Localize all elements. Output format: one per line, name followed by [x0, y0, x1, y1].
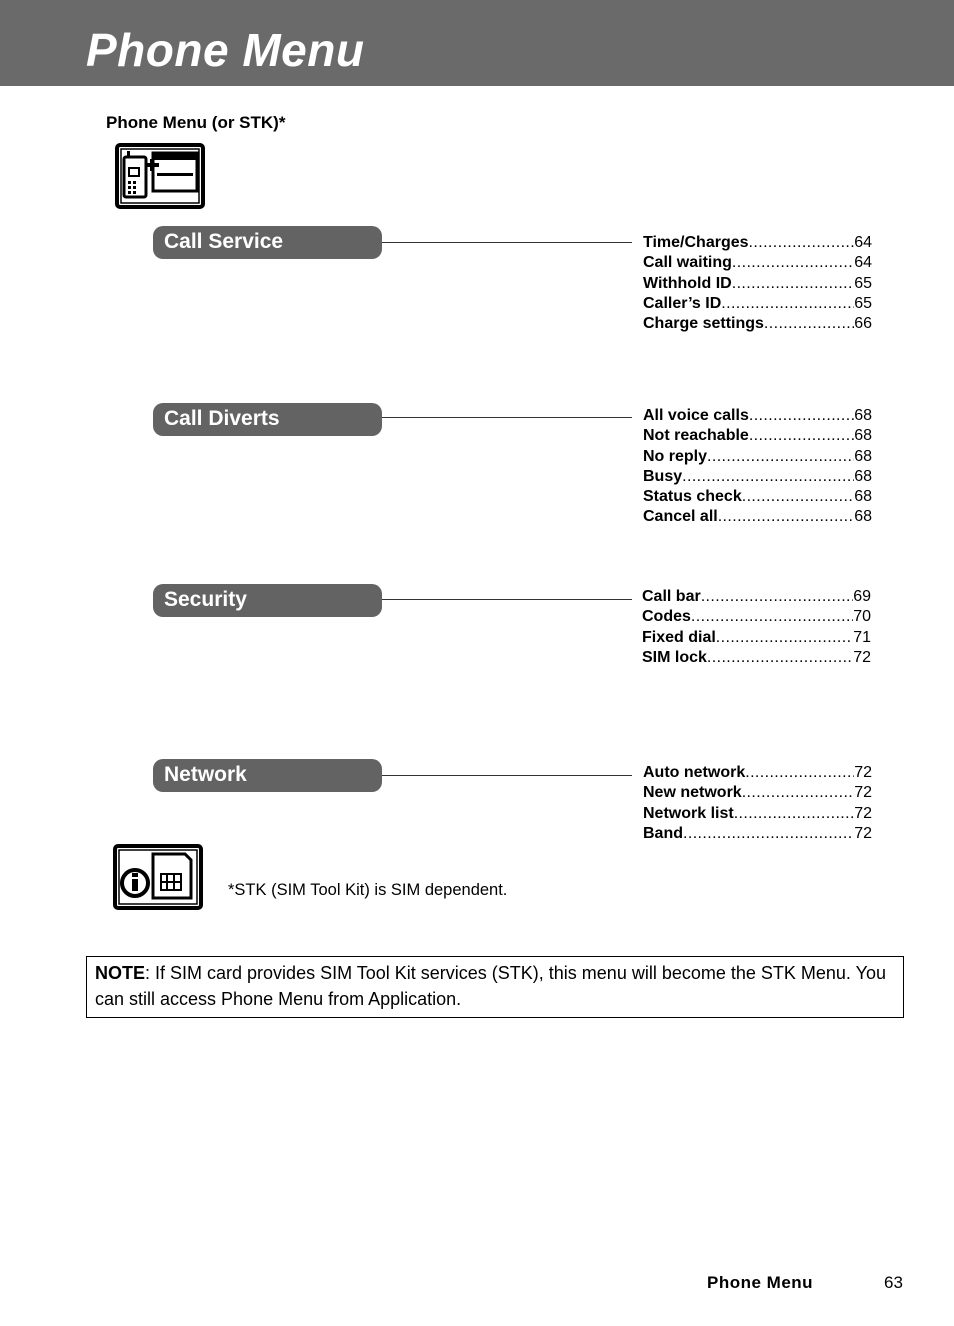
section-call-service: Call Service	[153, 226, 382, 259]
page-title: Phone Menu	[86, 24, 365, 76]
list-item: Charge settings ..... 66	[643, 314, 872, 334]
list-item: Not reachable ..... 68	[643, 426, 872, 446]
note-text: : If SIM card provides SIM Tool Kit services (STK), this menu will become the STK Menu. You can still access Phone Menu from Application.	[95, 963, 886, 1009]
call-service-items	[643, 233, 872, 334]
page-header	[0, 0, 954, 86]
list-item: Time/Charges ..... 64	[643, 233, 872, 253]
list-item: Withhold ID ..... 65	[643, 274, 872, 294]
phone-menu-icon	[115, 143, 205, 214]
list-item: SIM lock ..... 72	[642, 648, 871, 668]
note-box	[86, 956, 904, 1018]
list-item: New network ..... 72	[643, 783, 872, 803]
footer-section-title: Phone Menu	[707, 1273, 814, 1292]
list-item: Network list ..... 72	[643, 804, 872, 824]
list-item: No reply ..... 68	[643, 447, 872, 467]
connector-line	[382, 775, 632, 776]
list-item: All voice calls ..... 68	[643, 406, 872, 426]
list-item: Codes ..... 70	[642, 607, 871, 627]
section-security: Security	[153, 584, 382, 617]
list-item: Band ..... 72	[643, 824, 872, 844]
section-network: Network	[153, 759, 382, 792]
list-item: Status check ..... 68	[643, 487, 872, 507]
note-label: NOTE	[95, 963, 146, 983]
list-item: Call bar ..... 69	[642, 587, 871, 607]
stk-footnote: *STK (SIM Tool Kit) is SIM dependent.	[228, 881, 508, 899]
list-item: Fixed dial ..... 71	[642, 628, 871, 648]
stk-sim-icon	[113, 844, 203, 915]
connector-line	[382, 417, 632, 418]
page-number: 63	[884, 1273, 903, 1292]
call-diverts-items	[643, 406, 872, 528]
list-item: Call waiting ..... 64	[643, 253, 872, 273]
network-items	[643, 763, 872, 844]
list-item: Caller’s ID ..... 65	[643, 294, 872, 314]
list-item: Auto network ..... 72	[643, 763, 872, 783]
connector-line	[382, 599, 632, 600]
menu-subtitle: Phone Menu (or STK)*	[106, 113, 286, 132]
list-item: Cancel all ..... 68	[643, 507, 872, 527]
list-item: Busy ..... 68	[643, 467, 872, 487]
security-items	[642, 587, 871, 668]
connector-line	[382, 242, 632, 243]
section-call-diverts: Call Diverts	[153, 403, 382, 436]
